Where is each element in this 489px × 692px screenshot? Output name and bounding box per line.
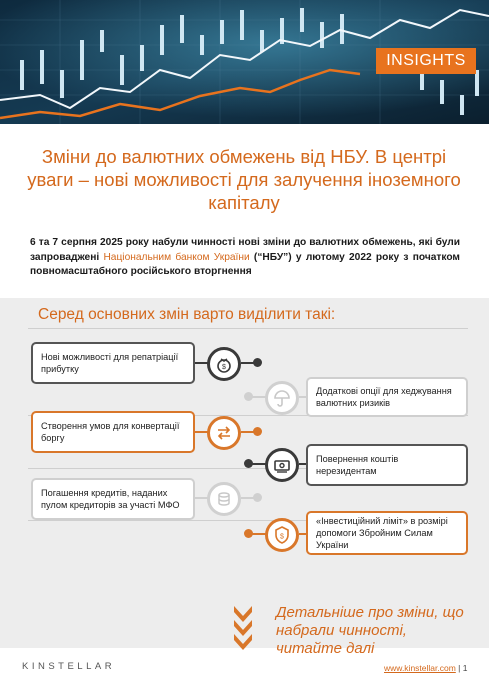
change-item-2 <box>306 377 468 417</box>
change-item-4-text: Повернення коштів нерезидентам <box>316 454 399 476</box>
insights-badge: INSIGHTS <box>376 48 476 74</box>
intro-abbr: “НБУ” <box>257 251 289 263</box>
umbrella-icon <box>265 381 299 415</box>
change-item-5-text: Погашення кредитів, наданих пулом кредиторів за участі МФО <box>41 488 180 510</box>
shield-icon <box>265 518 299 552</box>
intro-paragraph <box>30 236 460 280</box>
change-item-2-text: Додаткові опції для хеджування валютних ризиків <box>316 386 452 408</box>
connector-dot <box>253 427 262 436</box>
change-item-3-text: Створення умов для конвертації боргу <box>41 421 180 443</box>
divider <box>28 328 468 329</box>
page-title: Зміни до валютних обмежень від НБУ. В центрі уваги – нові можливості для залучення іноземного капіталу <box>27 146 461 213</box>
page-footer <box>384 663 467 673</box>
change-item-6-text: «Інвестиційний ліміт» в розмірі допомоги Збройним Силам України <box>316 516 448 550</box>
change-item-1 <box>31 342 195 384</box>
connector-dot <box>253 493 262 502</box>
intro-text-start: 6 та 7 серпня 2025 року набули чинності нові зміни до валютних обмежень, які були запроваджені <box>30 237 460 263</box>
footer-separator: | <box>455 663 463 673</box>
website-link[interactable]: www.kinstellar.com <box>384 663 456 673</box>
read-more-cta[interactable]: Детальніше про зміни, що набрали чинності, читайте далі <box>276 604 464 657</box>
connector <box>252 463 266 465</box>
exchange-arrows-icon <box>207 416 241 450</box>
nbu-link[interactable]: Національним банком України <box>103 251 250 263</box>
connector <box>252 533 266 535</box>
page-number: 1 <box>462 663 468 673</box>
change-item-1-text: Нові можливості для репатріації прибутку <box>41 352 179 374</box>
section-title: Серед основних змін варто виділити такі: <box>38 306 336 323</box>
change-item-3 <box>31 411 195 453</box>
connector-dot <box>253 358 262 367</box>
change-item-6 <box>306 511 468 555</box>
change-item-5 <box>31 478 195 520</box>
money-bag-icon <box>207 347 241 381</box>
svg-text:$: $ <box>222 364 226 371</box>
change-item-4 <box>306 444 468 486</box>
coin-stack-icon <box>207 482 241 516</box>
connector <box>252 396 266 398</box>
svg-text:$: $ <box>280 533 284 541</box>
chevron-down-icon <box>232 604 254 652</box>
cash-return-icon <box>265 448 299 482</box>
kinstellar-logo: KINSTELLAR <box>22 661 116 672</box>
intro-text-end: ) у лютому 2022 року з початком повномасштабного російського вторгнення <box>30 251 460 277</box>
intro-paren-open: ( <box>249 251 258 263</box>
